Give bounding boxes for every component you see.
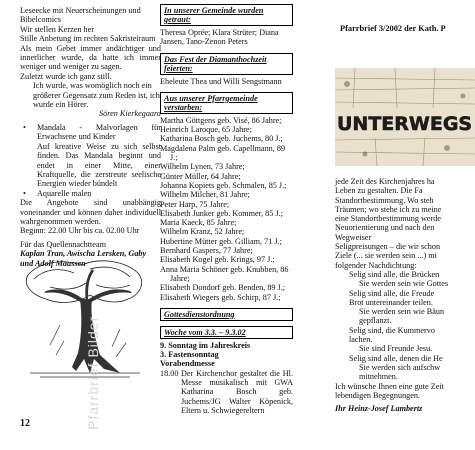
verse-line: Sie werden sein wie Gottes — [359, 279, 449, 289]
bullet-text: Auf kreative Weise zu sich selbst finden. Das Mandala beginnt und endet in einer Mitte, einer Kraftquelle, die zerstreute seelische Energien wieder bündelt — [37, 141, 161, 189]
middle-column — [160, 4, 293, 415]
wedding-names: Theresa Oprée; Klara Strüter; Diana Jansen, Tano-Zenon Peters — [160, 28, 279, 47]
page-number: 12 — [20, 418, 30, 429]
intro-line: Leseecke mit Neuerscheinungen und Bibelcomics — [20, 6, 141, 25]
deceased-heading: Aus unserer Pfarrgemeinde verstarben: — [160, 92, 293, 114]
poem-line: Als mein Gebet immer andächtiger und innerlicher wurde, da hatte ich immer weniger und weniger zu sagen. — [20, 43, 161, 72]
signature: Ihr Heinz-Josef Lambertz — [335, 404, 423, 414]
deceased-entry: Hubertine Mütter geb. Gilliam, 71 J.; — [160, 236, 282, 246]
deceased-entry: Wilhelm Milcher, 81 Jahre; — [160, 190, 250, 200]
verse-line: lachen. — [349, 335, 373, 345]
deceased-entry: Wilhelm Kranz, 52 Jahre; — [160, 227, 245, 237]
verse-line: Sie werden sein wie Bäun — [359, 307, 445, 317]
left-column — [20, 6, 161, 268]
mass-time: 18.00 — [160, 368, 179, 378]
deceased-entry: Katharina Bosch geb. Juchems, 80 J.; — [160, 134, 283, 144]
deceased-entry: Wilhelm Lynen, 73 Jahre; — [160, 162, 245, 172]
reflection-line: Ziele (... sie werden sein ...) mi — [335, 251, 437, 261]
closing-line: lebendigen Begegnungen. — [335, 390, 421, 400]
bullet-item — [20, 189, 161, 198]
poem-line: Zuletzt wurde ich ganz still. — [20, 71, 112, 81]
reflection-line: Neuorientierung und nach den — [335, 223, 435, 233]
mass-description: Der Kirchenchor gestaltet die Hl. Messe musikalisch mit GWA Katharina Bosch geb. Juchems/JG Walter Köpenick, Eltern u. Schwiegereltern — [181, 368, 293, 415]
newsletter-header: Pfarrbrief 3/2002 der Kath. P — [340, 24, 446, 33]
team-names: Kaplan Tran, Awischa Lersken, Gaby und Adolf Maassen — [20, 249, 147, 268]
deceased-entry: Maria Kaeck, 85 Jahre; — [160, 218, 237, 228]
verse-line: Selig sind, die Kummervo — [349, 325, 435, 335]
deceased-entry: Heinrich Laroque, 65 Jahre; — [160, 125, 252, 135]
verse-line: Brot untereinander teilen. — [349, 297, 433, 307]
bullet-item — [20, 123, 161, 142]
verse-line: Selig sind alle, die Brücken — [349, 269, 440, 279]
poem-line: Ich wurde, was womöglich noch ein größerer Gegensatz zum Reden ist, ich wurde ein Hörer. — [33, 81, 160, 110]
deceased-entry: Günter Müller, 64 Jahre; — [160, 171, 241, 181]
intro-line: Wir stellen Kerzen her — [20, 24, 95, 34]
mass-entry — [160, 369, 293, 415]
deceased-entry: Elisabeth Dondorf geb. Benden, 89 J.; — [160, 283, 286, 293]
deceased-entry: Anna Maria Schöner geb. Knubben, 86 Jahre; — [160, 264, 289, 283]
reflection-line: jede Zeit des Kirchenjahres ha — [335, 177, 435, 186]
bullet-text: Mandala - Malvorlagen für Erwachsene und Kinder — [37, 122, 161, 142]
service-day: 9. Sonntag im Jahreskreis — [160, 340, 251, 350]
bullet-dot: • — [23, 188, 26, 198]
verse-line: gepflanzt. — [359, 316, 392, 326]
bullet-text: Aquarelle malen — [37, 188, 92, 198]
reflection-line: Träumen; wo stehe ich zu meine — [335, 204, 442, 214]
reflection-line: eine Standortbestimmung werde — [335, 214, 441, 224]
banner-text: UNTERWEGS — [337, 113, 473, 135]
diamond-heading: Das Fest der Diamanthochzeit feierten: — [160, 53, 293, 75]
wedding-heading: In unserer Gemeinde wurden getraut: — [160, 4, 293, 26]
unterwegs-banner — [335, 68, 475, 166]
offer-text: Die Angebote sind unabhängig voneinander und können daher individuell wahrgenommen werden. — [20, 198, 161, 226]
intro-lines — [335, 177, 475, 270]
deceased-entry: Elisabeth Wiegers geb. Schirp, 87 J.; — [160, 292, 281, 302]
watermark: Pfarrbrief Bilder — [85, 315, 101, 430]
verse-line: Selig sind alle, die Freude — [349, 288, 435, 298]
reflection-text — [335, 177, 475, 413]
service-day: Vorabendmesse — [160, 359, 215, 369]
bullet-item — [20, 142, 161, 189]
verse-line: Sie werden sich aufschw — [359, 362, 441, 372]
poem-author: Sören Kierkegaard — [99, 109, 161, 119]
closing-line: Ich wünsche Ihnen eine gute Zeit — [335, 381, 444, 391]
verse-line: Sie sind Freunde Jesu. — [359, 344, 433, 354]
services-heading: Gottesdienstordnung — [160, 308, 293, 321]
right-column — [297, 0, 473, 450]
deceased-entry: Bernhard Gaspers, 77 Jahre; — [160, 246, 253, 256]
reflection-line: Leben zu gestalten. Die Fa — [335, 186, 423, 196]
deceased-entry: Johanna Kopiets geb. Schmalen, 85 J.; — [160, 180, 287, 190]
deceased-entry: Peter Harp, 75 Jahre; — [160, 199, 230, 209]
deceased-entry: Magdalena Palm geb. Capellmann, 89 J.; — [160, 143, 286, 163]
bullet-dot: • — [23, 122, 26, 132]
verse-line: mitnehmen. — [359, 372, 398, 382]
team-label: Für das Quellennachtteam — [20, 239, 106, 249]
intro-line: Stille Anbetung im rechten Sakristeiraum — [20, 34, 156, 44]
deceased-list — [160, 116, 293, 302]
deceased-entry: Elisabeth Junker geb. Kommer, 85 J.; — [160, 208, 283, 218]
reflection-line: Standortbestimmung. Wo steh — [335, 195, 434, 205]
diamond-names: Eheleute Thea und Willi Sengstmann — [160, 76, 282, 86]
time-text: Beginn: 22.00 Uhr bis ca. 02.00 Uhr — [20, 226, 140, 236]
verse-line: Selig sind alle, denen die He — [349, 353, 443, 363]
reflection-line: Seligpreisungen – die wir schon — [335, 242, 441, 252]
week-heading: Woche vom 3.3. – 9.3.02 — [160, 326, 293, 339]
deceased-entry: Elisabeth Kogel geb. Krings, 97 J.; — [160, 255, 275, 265]
closing-lines — [335, 382, 475, 401]
reflection-line: folgender Nachdichtung: — [335, 260, 417, 270]
verse-block — [335, 270, 475, 382]
deceased-entry: Martha Göttgens geb. Visé, 86 Jahre; — [160, 115, 282, 125]
reflection-line: Wegweiser — [335, 232, 372, 242]
bullet-dot — [20, 142, 37, 189]
service-day: 3. Fastensonntag — [160, 350, 219, 360]
